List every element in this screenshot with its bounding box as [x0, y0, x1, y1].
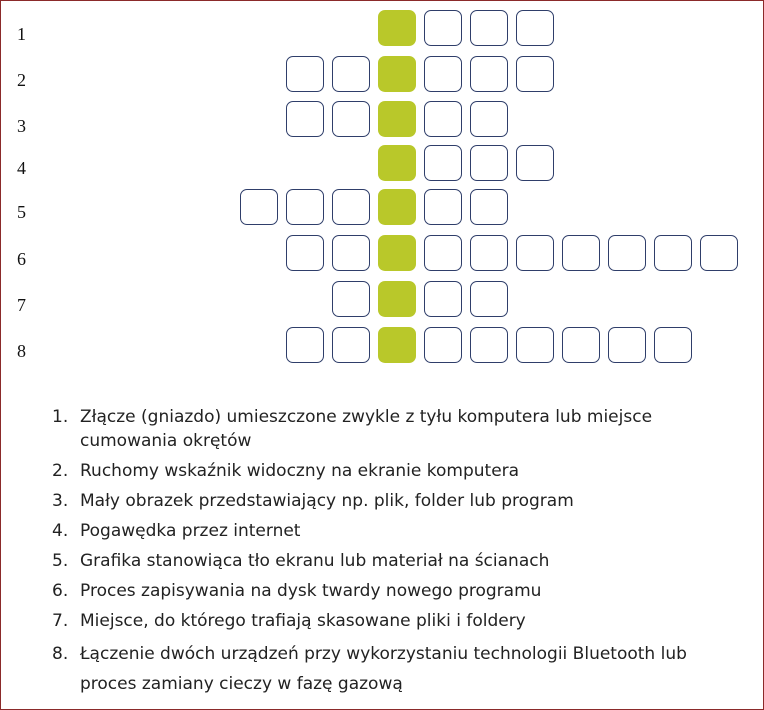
- letter-cell[interactable]: [470, 235, 508, 271]
- key-cell[interactable]: [378, 327, 416, 363]
- clue-number: 4.: [52, 521, 69, 541]
- letter-cell[interactable]: [470, 281, 508, 317]
- key-cell[interactable]: [378, 56, 416, 92]
- letter-cell[interactable]: [286, 327, 324, 363]
- row-number: 7: [17, 295, 26, 315]
- letter-cell[interactable]: [516, 56, 554, 92]
- key-cell[interactable]: [378, 281, 416, 317]
- letter-cell[interactable]: [424, 235, 462, 271]
- letter-cell[interactable]: [424, 10, 462, 46]
- letter-cell[interactable]: [470, 10, 508, 46]
- row-number: 4: [17, 158, 26, 178]
- clue-number: 1.: [52, 407, 69, 427]
- clue-3: [52, 489, 742, 513]
- row-number: 2: [17, 70, 26, 90]
- clue-list: [52, 405, 742, 705]
- clue-8: [52, 639, 742, 699]
- letter-cell[interactable]: [516, 327, 554, 363]
- letter-cell[interactable]: [608, 235, 646, 271]
- letter-cell[interactable]: [470, 189, 508, 225]
- clue-number: 2.: [52, 461, 69, 481]
- row-number: 6: [17, 249, 26, 269]
- clue-number: 7.: [52, 611, 69, 631]
- letter-cell[interactable]: [654, 327, 692, 363]
- letter-cell[interactable]: [562, 327, 600, 363]
- clue-number: 8.: [52, 644, 69, 664]
- letter-cell[interactable]: [332, 327, 370, 363]
- letter-cell[interactable]: [286, 56, 324, 92]
- letter-cell[interactable]: [332, 101, 370, 137]
- clue-4: [52, 519, 742, 543]
- letter-cell[interactable]: [470, 327, 508, 363]
- clue-2: [52, 459, 742, 483]
- row-number: 1: [17, 24, 26, 44]
- key-cell[interactable]: [378, 189, 416, 225]
- key-cell[interactable]: [378, 10, 416, 46]
- clue-number: 3.: [52, 491, 69, 511]
- row-number: 8: [17, 341, 26, 361]
- letter-cell[interactable]: [240, 189, 278, 225]
- key-cell[interactable]: [378, 101, 416, 137]
- clue-number: 6.: [52, 581, 69, 601]
- letter-cell[interactable]: [562, 235, 600, 271]
- clue-text: Proces zapisywania na dysk twardy nowego programu: [80, 581, 542, 601]
- letter-cell[interactable]: [286, 235, 324, 271]
- letter-cell[interactable]: [424, 56, 462, 92]
- row-number: 3: [17, 116, 26, 136]
- letter-cell[interactable]: [470, 56, 508, 92]
- letter-cell[interactable]: [516, 145, 554, 181]
- clue-number: 5.: [52, 551, 69, 571]
- clue-text: Miejsce, do którego trafiają skasowane pliki i foldery: [80, 611, 526, 631]
- letter-cell[interactable]: [424, 327, 462, 363]
- letter-cell[interactable]: [516, 235, 554, 271]
- letter-cell[interactable]: [332, 56, 370, 92]
- clue-text: Ruchomy wskaźnik widoczny na ekranie komputera: [80, 461, 520, 481]
- letter-cell[interactable]: [470, 101, 508, 137]
- letter-cell[interactable]: [332, 235, 370, 271]
- clue-text: Grafika stanowiąca tło ekranu lub materiał na ścianach: [80, 551, 550, 571]
- row-number: 5: [17, 202, 26, 222]
- key-cell[interactable]: [378, 145, 416, 181]
- clue-text: Złącze (gniazdo) umieszczone zwykle z tyłu komputera lub miejsce cumowania okrętów: [80, 407, 653, 451]
- letter-cell[interactable]: [332, 281, 370, 317]
- letter-cell[interactable]: [516, 10, 554, 46]
- letter-cell[interactable]: [470, 145, 508, 181]
- clue-5: [52, 549, 742, 573]
- letter-cell[interactable]: [286, 189, 324, 225]
- clue-text: Mały obrazek przedstawiający np. plik, folder lub program: [80, 491, 574, 511]
- letter-cell[interactable]: [424, 101, 462, 137]
- key-cell[interactable]: [378, 235, 416, 271]
- clue-1: [52, 405, 742, 453]
- letter-cell[interactable]: [424, 145, 462, 181]
- clue-7: [52, 609, 742, 633]
- letter-cell[interactable]: [700, 235, 738, 271]
- clue-text: Łączenie dwóch urządzeń przy wykorzystaniu technologii Bluetooth lub proces zamiany cieczy w fazę gazową: [80, 644, 687, 694]
- clue-text: Pogawędka przez internet: [80, 521, 301, 541]
- clue-6: [52, 579, 742, 603]
- letter-cell[interactable]: [424, 281, 462, 317]
- letter-cell[interactable]: [424, 189, 462, 225]
- letter-cell[interactable]: [332, 189, 370, 225]
- letter-cell[interactable]: [608, 327, 646, 363]
- letter-cell[interactable]: [654, 235, 692, 271]
- letter-cell[interactable]: [286, 101, 324, 137]
